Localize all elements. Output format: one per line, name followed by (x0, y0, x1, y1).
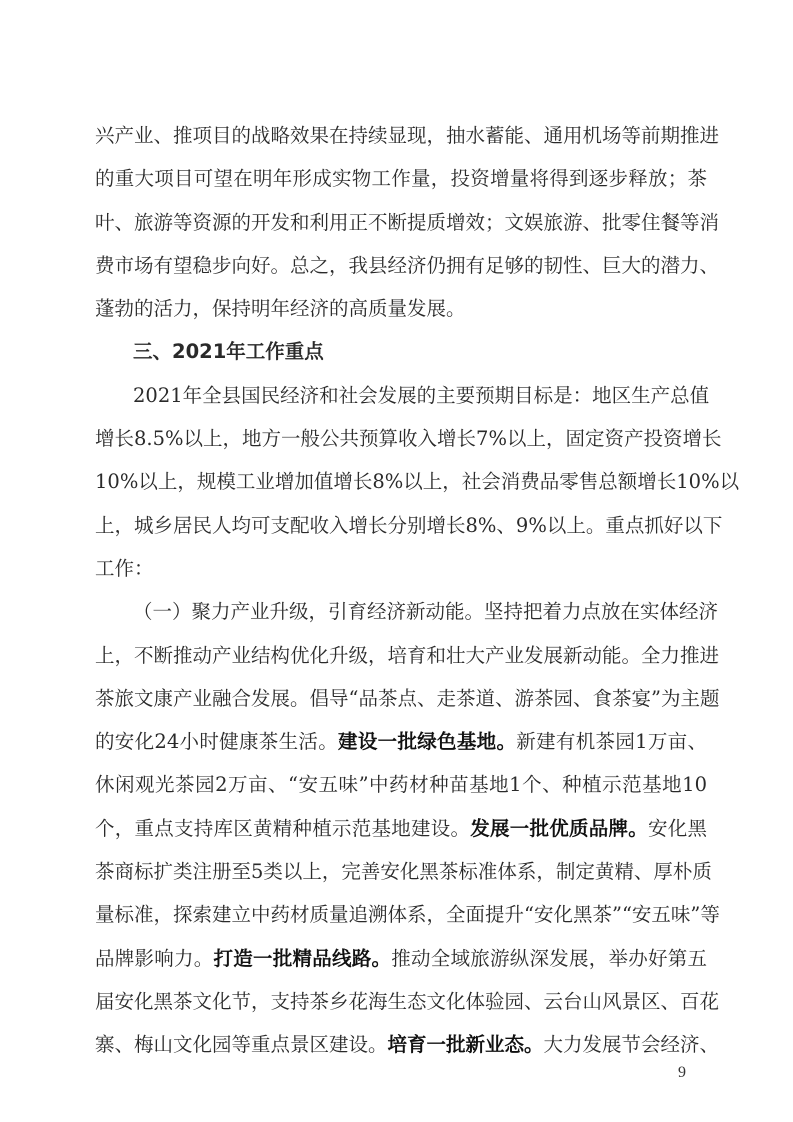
text-line (95, 763, 707, 806)
text-segment: 工作： (95, 556, 154, 580)
bold-phrase: 打造一批精品线路。 (213, 946, 392, 970)
text-segment: 安化黑 (647, 816, 707, 840)
text-line (95, 937, 707, 980)
text-segment: 10%以上，规模工业增加值增长8%以上，社会消费品零售总额增长10%以 (95, 470, 740, 494)
text-segment: （一）聚力产业升级，引育经济新动能。坚持把着力点放在实体经济 (133, 600, 719, 624)
text-segment: 三、2021年工作重点 (133, 340, 324, 364)
text-line (95, 374, 710, 417)
page-number: 9 (678, 1064, 686, 1081)
text-line (95, 460, 740, 503)
text-line (95, 244, 720, 287)
bold-phrase: 发展一批优质品牌。 (470, 816, 648, 840)
text-line (95, 807, 707, 850)
text-segment: 的安化24小时健康茶生活。 (95, 730, 339, 754)
text-line (95, 720, 707, 763)
text-segment: 届安化黑茶文化节，支持茶乡花海生态文化体验园、云台山风景区、百花 (95, 989, 720, 1013)
text-line (95, 850, 712, 893)
text-segment: 兴产业、推项目的战略效果在持续显现，抽水蓄能、通用机场等前期推进 (95, 124, 720, 147)
text-segment: 茶商标扩类注册至5类以上，完善安化黑茶标准体系，制定黄精、厚朴质 (95, 860, 712, 884)
text-segment: 推动全域旅游纵深发展，举办好第五 (391, 946, 707, 970)
text-segment: 增长8.5%以上，地方一般公共预算收入增长7%以上，固定资产投资增长 (95, 427, 722, 451)
text-segment: 上，不断推动产业结构优化升级，培育和壮大产业发展新动能。全力推进 (95, 643, 720, 667)
text-segment: 寨、梅山文化园等重点景区建设。 (95, 1033, 388, 1057)
text-line (95, 1023, 720, 1066)
text-segment: 叶、旅游等资源的开发和利用正不断提质增效；文娱旅游、批零住餐等消 (95, 210, 720, 234)
text-line (95, 417, 722, 460)
text-segment: 新建有机茶园1万亩、 (516, 730, 707, 754)
text-segment: 蓬勃的活力，保持明年经济的高质量发展。 (95, 297, 466, 321)
text-line (95, 114, 720, 157)
section-heading (95, 330, 707, 373)
document-body (95, 114, 740, 1067)
text-line (95, 504, 723, 547)
text-line (95, 157, 707, 200)
text-line (95, 547, 707, 590)
text-segment: 的重大项目可望在明年形成实物工作量，投资增量将得到逐步释放；茶 (95, 167, 707, 191)
text-segment: 上，城乡居民人均可支配收入增长分别增长8%、9%以上。重点抓好以下 (95, 513, 723, 537)
text-segment: 大力发展节会经济、 (543, 1033, 720, 1057)
text-segment: 品牌影响力。 (95, 946, 214, 970)
text-segment: 2021年全县国民经济和社会发展的主要预期目标是：地区生产总值 (133, 383, 710, 407)
text-line (95, 590, 719, 633)
text-line (95, 677, 720, 720)
bold-phrase: 建设一批绿色基地。 (338, 730, 517, 754)
text-segment: 个，重点支持库区黄精种植示范基地建设。 (95, 816, 471, 840)
text-line (95, 201, 720, 244)
text-segment: 费市场有望稳步向好。总之，我县经济仍拥有足够的韧性、巨大的潜力、 (95, 253, 720, 277)
text-segment: 休闲观光茶园2万亩、“安五味”中药材种苗基地1个、种植示范基地10 (95, 773, 707, 797)
bold-phrase: 培育一批新业态。 (387, 1033, 544, 1057)
text-segment: 量标准，探索建立中药材质量追溯体系，全面提升“安化黑茶”“安五味”等 (95, 903, 720, 927)
text-segment: 茶旅文康产业融合发展。倡导“品茶点、走茶道、游茶园、食茶宴”为主题 (95, 686, 720, 710)
text-line (95, 634, 720, 677)
text-line (95, 287, 707, 330)
text-line (95, 893, 720, 936)
text-line (95, 980, 720, 1023)
